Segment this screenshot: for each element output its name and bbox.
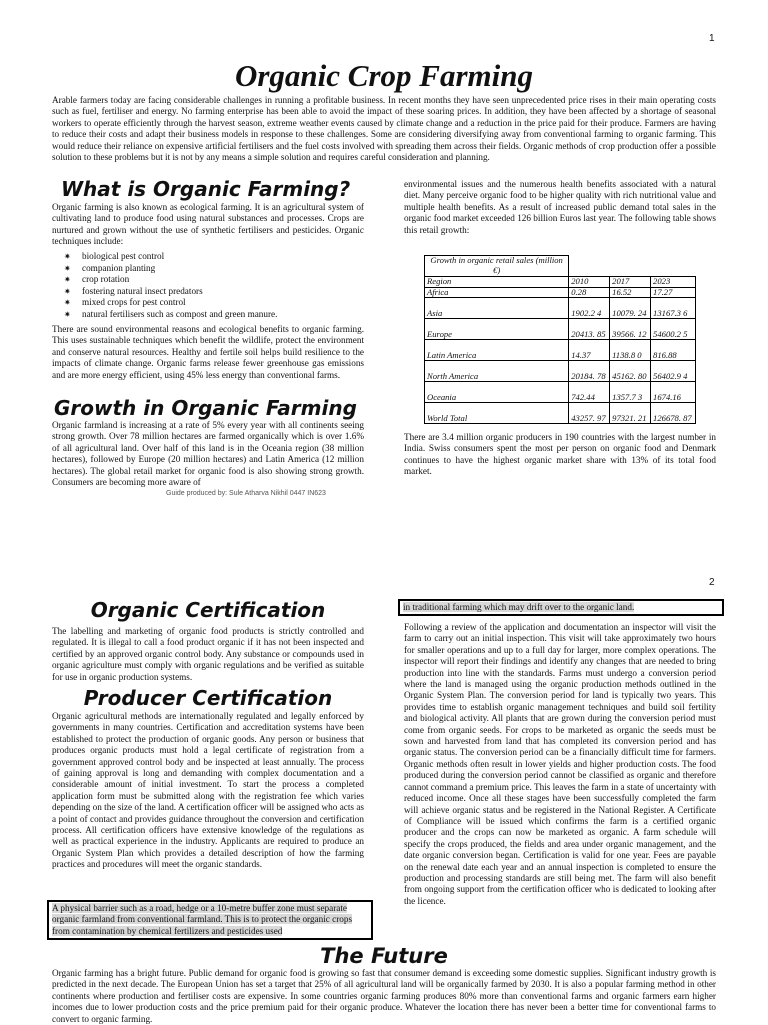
star-bullet-icon: ✷ (64, 286, 71, 296)
retail-paragraph: environmental issues and the numerous health benefits associated with a natural diet. Many perceive organic food to be higher quality with rich nutritional value and multiple health benefits. As a result of increased public demand total sales in the organic food market exceeded 126 billion Euros last year. The following table shows this retail growth: (404, 179, 716, 235)
list-item: ✷ natural fertilisers such as compost and green manure. (64, 308, 278, 319)
list-item: ✷ mixed crops for pest control (64, 297, 186, 307)
star-bullet-icon: ✷ (64, 309, 71, 319)
star-bullet-icon: ✷ (64, 252, 71, 261)
table-cell: 742.44 (569, 382, 610, 403)
heading-what-is-organic-farming: What is Organic Farming? (61, 177, 351, 201)
list-item: ✷ fostering natural insect predators (64, 285, 203, 296)
page-number: 2 (709, 577, 715, 588)
star-bullet-icon: ✷ (64, 275, 71, 284)
table-row (425, 382, 696, 403)
table-header-cell: Region (425, 277, 569, 288)
table-cell: 39566. 12 (610, 319, 651, 340)
table-cell: 10079. 24 (610, 298, 651, 319)
growth-paragraph: Organic farmland is increasing at a rate of 5% every year with all continents seeing strong growth. Over 78 million hectares are farmed organically which is over 1.6% of all agricultural land. Over half of this land is in the Oceania region (38 million hectares), followed by Europe (20 million hectares) and Latin America (12 million hectares). The global retail market for organic food is also showing strong growth. Consumers are becoming more aware of (52, 420, 364, 488)
table-row (425, 403, 696, 424)
page-number: 1 (709, 33, 715, 44)
table-cell: 45162. 80 (610, 361, 651, 382)
document-title: Organic Crop Farming (234, 58, 533, 93)
table-row (425, 361, 696, 382)
table-cell: Africa (425, 287, 569, 298)
table-row (425, 298, 696, 319)
buffer-zone-callout: A physical barrier such as a road, hedge or a 10-metre buffer zone must separate organic farmland from conventional farmland. This is to protect the organic crops from contamination by chemical fertilizers and pesticides used (47, 900, 373, 940)
certification-paragraph: The labelling and marketing of organic food products is strictly controlled and regulated. It is illegal to call a food product organic if it has not been inspected and certified by an approved organic control body. Any substance or compounds used in organic agriculture must comply with organic regulations and be verified as suitable for use in organic production systems. (52, 626, 364, 682)
table-cell: Asia (425, 298, 569, 319)
list-item: ✷ companion planting (64, 262, 156, 273)
heading-growth-in-organic-farming: Growth in Organic Farming (54, 396, 357, 420)
table-cell: 126678. 87 (651, 403, 696, 424)
star-bullet-icon: ✷ (64, 298, 71, 307)
table-cell: Latin America (425, 340, 569, 361)
retail-sales-table (424, 255, 696, 424)
table-cell: 13167.3 6 (651, 298, 696, 319)
table-cell: World Total (425, 403, 569, 424)
table-cell: 1138.8 0 (610, 340, 651, 361)
heading-the-future: The Future (320, 944, 448, 968)
techniques-list (52, 251, 364, 320)
table-cell: 97321. 21 (610, 403, 651, 424)
table-row (425, 319, 696, 340)
table-header-cell: 2017 (610, 277, 651, 288)
table-cell: 16.52 (610, 287, 651, 298)
producer-paragraph: Organic agricultural methods are internationally regulated and legally enforced by governments in many countries. Certification and accreditation systems have been established to protect the production of organic goods. Any person or business that produces organic products must hold a legal certificate of registration from a government approved control body and be inspected at least annually. The process of gaining approval is long and demanding with complex documentation and a considerable amount of initial investment. To start the process a completed application form must be submitted along with the registration fee which varies depending on the size of the land. A certification officer will be assigned who acts as a point of contact and provides guidance throughout the conversion and certification process. All certification officers have extensive knowledge of the regulations as well as practical experience in the industry. Applicants are required to produce an Organic System Plan which provides a detailed description of how the farming practices and procedures will meet the organic standards. (52, 711, 364, 870)
table-cell: 54600.2 5 (651, 319, 696, 340)
table-cell: 816.88 (651, 340, 696, 361)
inspection-paragraph: Following a review of the application and documentation an inspector will visit the farm to carry out an initial inspection. This visit will take approximately two hours for smaller operations and up to a full day for larger, more complex operations. The inspector will report their findings and identify any changes that are needed to bring production into line with the standards. Farms must undergo a conversion period where the land is managed using the organic production methods outlined in the Organic System Plan. The conversion period for land is typically two years. This provides time to establish organic management techniques and build soil fertility and biological activity. All plants that are grown during the conversion period must come from organic seeds. For crops to be marketed as organic the seeds must be sown and harvested from land that has completed its conversion period and has organic status. The conversion period can be a financially difficult time for farmers. Organic methods often result in lower yields and higher production costs. The food produced during the conversion period cannot be classified as organic and therefore cannot command a premium price. This leaves the farm in a state of uncertainty with reduced income. Once all these stages have been successfully completed the farm will achieve organic status and be registered in the National Register. A Certificate of Compliance will be issued which confirms the farm is a certified organic producer and the crops can now be marketed as organic. A farm schedule will specify the crops produced, the fields and area under organic management, and the date organic conversion began. Certification is valid for one year. Fees are payable on the renewal date each year and an annual inspection is completed to ensure the production and processing standards are still being met. The farm will also benefit from ongoing support from the certification officer who is dedicated to looking after the licence. (404, 622, 716, 906)
table-header-cell: 2023 (651, 277, 696, 288)
table-cell: 56402.9 4 (651, 361, 696, 382)
future-paragraph: Organic farming has a bright future. Public demand for organic food is growing so fast that consumer demand is exceeding some domestic supplies. Significant industry growth is predicted in the next decade. The European Union has set a target that 25% of all agricultural land will be organically farmed by 2030. It is also a popular farming method in other continents where production and fertiliser costs are expensive. In some countries organic farming produces 80% more than conventional farms and organic farmers earn higher incomes due to lower production costs and the price premium paid for their organic produce. Whatever the location there has never been a better time for conventional farms to convert to organic farming. (52, 968, 716, 1024)
reasons-paragraph: There are sound environmental reasons and ecological benefits to organic farming. This uses sustainable techniques which benefit the wildlife, protect the environment and conserve natural resources. Healthy and fertile soil helps build resilience to the impacts of climate change. Organic farms release fewer greenhouse gas emissions and are more energy efficient, using 45% less energy than conventional farms. (52, 324, 364, 380)
table-cell: Oceania (425, 382, 569, 403)
table-row (425, 340, 696, 361)
list-item: ✷ crop rotation (64, 274, 130, 284)
table-cell: 1357.7 3 (610, 382, 651, 403)
table-cell: 43257. 97 (569, 403, 610, 424)
heading-organic-certification: Organic Certification (90, 598, 326, 622)
table-row (425, 287, 696, 298)
table-cell: Europe (425, 319, 569, 340)
table-cell: 1902.2 4 (569, 298, 610, 319)
what-paragraph: Organic farming is also known as ecological farming. It is an agricultural system of cultivating land to produce food using natural substances and processes. Crops are nurtured and grown without the use of synthetic fertilisers and pesticides. Organic techniques include: (52, 202, 364, 247)
table-cell: 14.37 (569, 340, 610, 361)
table-cell: 20184. 78 (569, 361, 610, 382)
star-bullet-icon: ✷ (64, 263, 71, 273)
table-cell: 17.27 (651, 287, 696, 298)
table-caption: Growth in organic retail sales (million €) (425, 256, 569, 277)
guide-credit: Guide produced by: Sule Atharva Nikhil 0447 IN623 (166, 490, 326, 497)
heading-producer-certification: Producer Certification (83, 686, 333, 710)
table-cell: North America (425, 361, 569, 382)
table-cell: 20413. 85 (569, 319, 610, 340)
table-cell: 0.28 (569, 287, 610, 298)
table-caption-row (425, 256, 696, 277)
list-item: ✷ biological pest control (64, 251, 165, 261)
intro-paragraph: Arable farmers today are facing considerable challenges in running a profitable business. In recent months they have seen unprecedented price rises in their main operating costs such as fuel, fertiliser and energy. No farming enterprise has been able to avoid the impact of these soaring prices. In addition, they have been affected by a shortage of seasonal workers to operate efficiently through the harvest season, extreme weather events caused by climate change and a reduction in the price paid for their produce. Farmers are having to reduce their costs and adapt their business models in response to these challenges. Some are considering diversifying away from conventional farming to organic farming. This would reduce their reliance on expensive artificial fertilisers and the fuel costs involved with spreading them across their fields. Organic methods of crop production offer a possible solution to these problems but it is not by any means a simple solution and requires careful consideration and planning. (52, 95, 716, 163)
producers-paragraph: There are 3.4 million organic producers in 190 countries with the largest number in India. Swiss consumers spent the most per person on organic food and Denmark continues to have the highest organic market share with 13% of its total food market. (404, 432, 716, 477)
table-cell: 1674.16 (651, 382, 696, 403)
buffer-zone-callout-continued: in traditional farming which may drift over to the organic land. (398, 599, 724, 616)
table-header-cell: 2010 (569, 277, 610, 288)
table-header-row (425, 277, 696, 288)
